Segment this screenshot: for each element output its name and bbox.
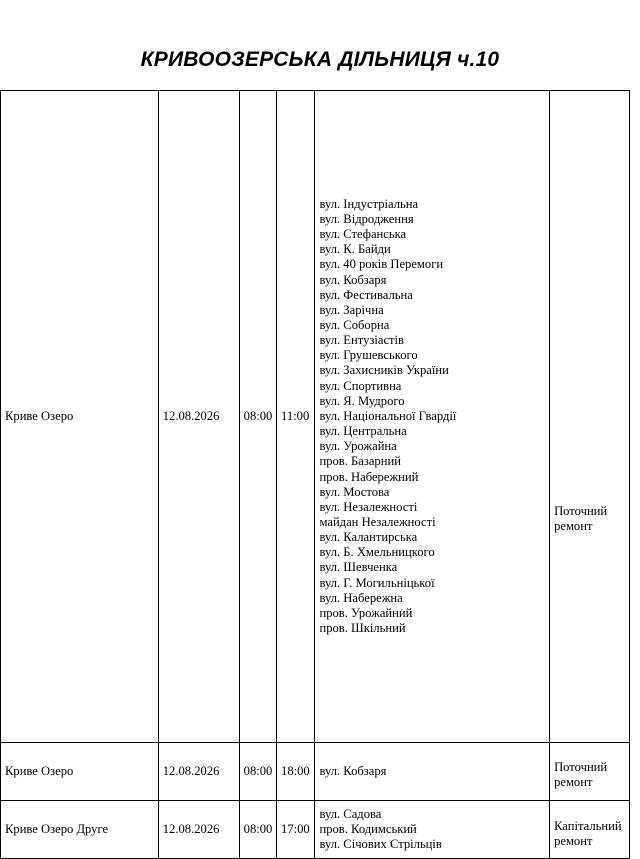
street-item: вул. Урожайна	[319, 439, 397, 454]
date-cell: 12.08.2026	[158, 743, 239, 801]
street-item: вул. Садова	[319, 806, 382, 821]
street-item: майдан Незалежності	[319, 515, 436, 530]
street-item: вул. Г. Могильніцької	[319, 575, 435, 590]
street-item: пров. Базарний	[319, 454, 401, 469]
street-item: вул. Грушевського	[319, 348, 418, 363]
street-item: вул. Ентузіастів	[319, 333, 404, 348]
street-item: вул. Я. Мудрого	[319, 393, 405, 408]
work-type-cell: Капітальний ремонт	[550, 801, 630, 859]
end-time-cell: 11:00	[277, 91, 315, 743]
street-item: вул. 40 років Перемоги	[319, 257, 444, 272]
street-item: пров. Шкільний	[319, 621, 406, 636]
street-item: вул. Фестивальна	[319, 287, 413, 302]
streets-cell	[315, 91, 550, 743]
street-item: вул. Індустріальна	[319, 196, 419, 211]
table-row	[1, 91, 630, 743]
street-item: вул. Відродження	[319, 211, 414, 226]
date-cell: 12.08.2026	[158, 801, 239, 859]
outage-schedule-table	[0, 90, 630, 859]
street-item: вул. Незалежності	[319, 499, 418, 514]
streets-cell	[315, 743, 550, 801]
place-cell: Криве Озеро Друге	[1, 801, 159, 859]
street-item: вул. Калантирська	[319, 530, 418, 545]
work-type-cell: Поточний ремонт	[550, 91, 630, 743]
end-time-cell: 18:00	[277, 743, 315, 801]
street-item: вул. Спортивна	[319, 378, 402, 393]
street-item: вул. Набережна	[319, 590, 403, 605]
street-item: вул. К. Байди	[319, 242, 391, 257]
street-item: пров. Набережний	[319, 469, 419, 484]
place-cell: Криве Озеро	[1, 743, 159, 801]
work-type-cell: Поточний ремонт	[550, 743, 630, 801]
start-time-cell: 08:00	[239, 801, 276, 859]
place-cell: Криве Озеро	[1, 91, 159, 743]
street-item: вул. Кобзаря	[319, 272, 387, 287]
street-item: вул. Кобзаря	[319, 763, 387, 778]
street-item: вул. Б. Хмельницкого	[319, 545, 435, 560]
table-row	[1, 743, 630, 801]
street-item: вул. Мостова	[319, 484, 390, 499]
streets-cell	[315, 801, 550, 859]
street-item: вул. Соборна	[319, 317, 390, 332]
table-row	[1, 801, 630, 859]
start-time-cell: 08:00	[239, 743, 276, 801]
street-item: вул. Національної Гвардії	[319, 408, 457, 423]
date-cell: 12.08.2026	[158, 91, 239, 743]
end-time-cell: 17:00	[277, 801, 315, 859]
street-item: вул. Шевченка	[319, 560, 398, 575]
start-time-cell: 08:00	[239, 91, 276, 743]
street-item: вул. Січових Стрільців	[319, 837, 442, 852]
page-title: КРИВООЗЕРСЬКА ДІЛЬНИЦЯ ч.10	[140, 48, 500, 71]
street-item: пров. Урожайний	[319, 605, 413, 620]
street-item: вул. Стефанська	[319, 227, 407, 242]
street-item: вул. Центральна	[319, 424, 407, 439]
street-item: пров. Кодимський	[319, 821, 417, 836]
street-item: вул. Зарічна	[319, 302, 384, 317]
street-item: вул. Захисників України	[319, 363, 449, 378]
